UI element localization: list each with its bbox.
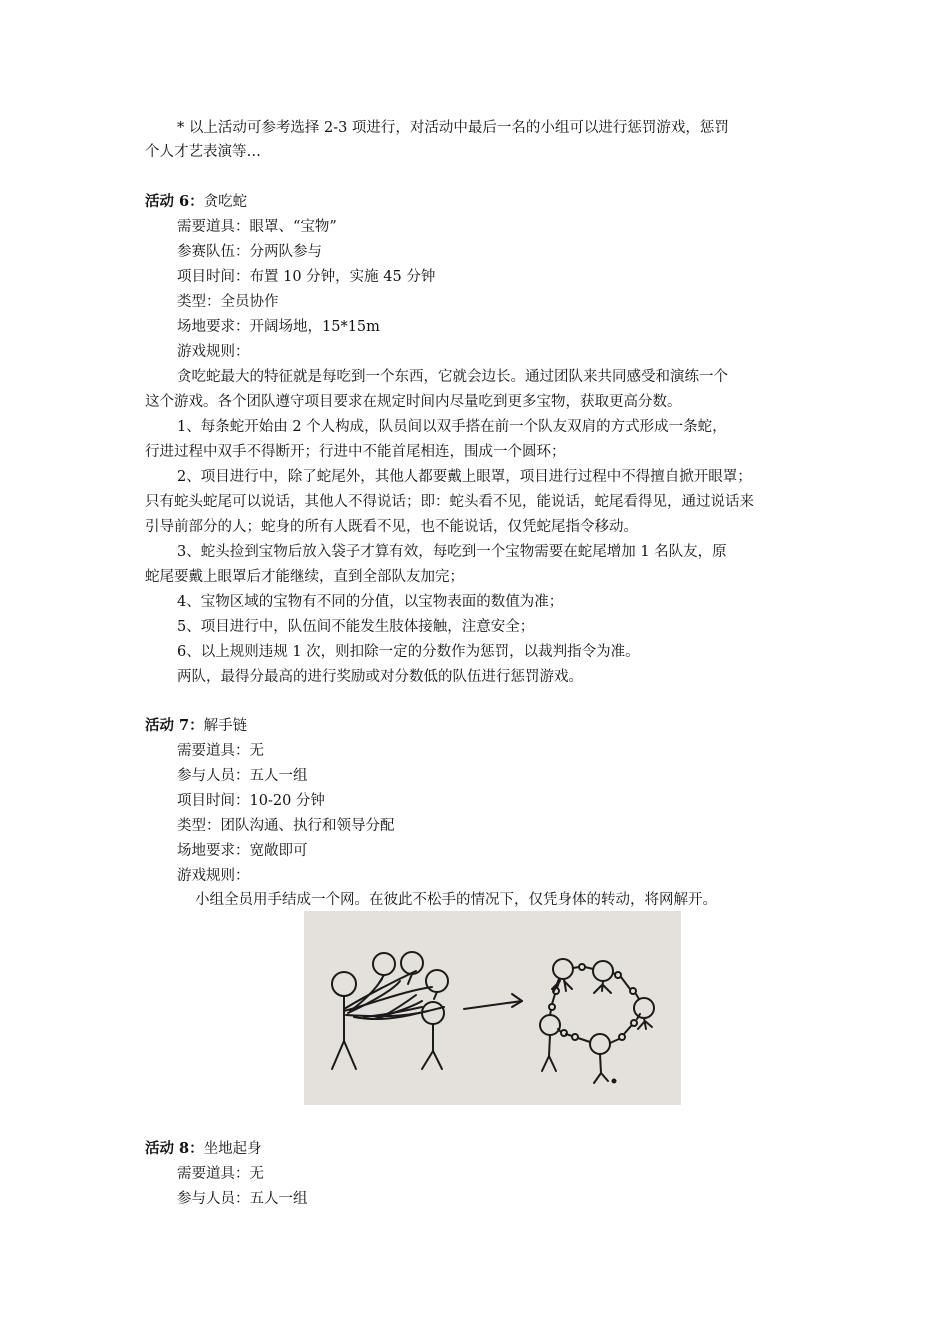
activity6-rule-3a: 3、蛇头捡到宝物后放入袋子才算有效，每吃到一个宝物需要在蛇尾增加 1 名队友，原 <box>177 544 727 560</box>
activity7-props: 需要道具：无 <box>177 743 264 759</box>
activity6-rule-3b: 蛇尾要戴上眼罩后才能继续，直到全部队友加完； <box>145 569 464 585</box>
activity6-label: 活动 6： <box>145 193 204 210</box>
activity8-label: 活动 8： <box>145 1140 204 1157</box>
activity7-type: 类型：团队沟通、执行和领导分配 <box>177 818 395 834</box>
activity6-rule-5: 5、项目进行中，队伍间不能发生肢体接触，注意安全； <box>177 619 535 635</box>
activity6-time: 项目时间：布置 10 分钟，实施 45 分钟 <box>177 269 436 285</box>
activity7-heading <box>145 716 810 736</box>
activity6-props: 需要道具：眼罩、“宝物” <box>177 219 337 235</box>
activity7-time: 项目时间：10-20 分钟 <box>177 793 325 809</box>
activity7-title: 解手链 <box>203 718 248 734</box>
activity6-type: 类型：全员协作 <box>177 294 279 310</box>
activity8-heading <box>145 1139 810 1159</box>
activity6-rules-label: 游戏规则： <box>177 344 250 360</box>
arrow-icon <box>464 994 522 1009</box>
activity6-desc-1: 贪吃蛇最大的特征就是每吃到一个东西，它就会边长。通过团队来共同感受和演练一个 <box>177 369 728 385</box>
activity7-desc: 小组全员用手结成一个网。在彼此不松手的情况下，仅凭身体的转动，将网解开。 <box>195 892 717 908</box>
activity6-rule-6: 6、以上规则违规 1 次，则扣除一定的分数作为惩罚，以裁判指令为准。 <box>177 644 640 660</box>
stick-figure-drawing <box>304 911 681 1105</box>
activity8-title: 坐地起身 <box>203 1141 262 1157</box>
activity6-summary: 两队，最得分最高的进行奖励或对分数低的队伍进行惩罚游戏。 <box>177 669 583 685</box>
activity6-rule-2c: 引导前部分的人；蛇身的所有人既看不见，也不能说话，仅凭蛇尾指令移动。 <box>145 519 638 535</box>
activity6-rule-1a: 1、每条蛇开始由 2 个人构成，队员间以双手搭在前一个队友双肩的方式形成一条蛇， <box>177 419 727 435</box>
activity7-rules-label: 游戏规则： <box>177 868 250 884</box>
activity7-members: 参与人员：五人一组 <box>177 768 308 784</box>
activity6-heading <box>145 192 810 212</box>
activity8-props: 需要道具：无 <box>177 1166 264 1182</box>
activity6-title: 贪吃蛇 <box>203 194 248 210</box>
activity6-teams: 参赛队伍：分两队参与 <box>177 244 322 260</box>
untangled-circle-figures <box>540 959 654 1083</box>
human-knot-illustration <box>304 911 681 1105</box>
activity6-rule-2b: 只有蛇头蛇尾可以说话，其他人不得说话；即：蛇头看不见，能说话，蛇尾看得见，通过说话来 <box>145 494 754 510</box>
intro-line-1: * 以上活动可参考选择 2-3 项进行，对活动中最后一名的小组可以进行惩罚游戏，惩罚 <box>177 120 729 136</box>
activity7-label: 活动 7： <box>145 717 204 734</box>
activity6-rule-4: 4、宝物区域的宝物有不同的分值，以宝物表面的数值为准； <box>177 594 564 610</box>
intro-line-2: 个人才艺表演等… <box>145 144 261 160</box>
tangled-arms <box>344 971 444 1019</box>
activity6-rule-2a: 2、项目进行中，除了蛇尾外，其他人都要戴上眼罩，项目进行过程中不得擅自掀开眼罩； <box>177 469 752 485</box>
activity6-desc-2: 这个游戏。各个团队遵守项目要求在规定时间内尽量吃到更多宝物，获取更高分数。 <box>145 394 682 410</box>
activity6-venue: 场地要求：开阔场地，15*15m <box>177 319 380 335</box>
activity6-rule-1b: 行进过程中双手不得断开；行进中不能首尾相连，围成一个圆环； <box>145 444 566 460</box>
activity8-members: 参与人员：五人一组 <box>177 1191 308 1207</box>
activity7-venue: 场地要求：宽敞即可 <box>177 843 308 859</box>
